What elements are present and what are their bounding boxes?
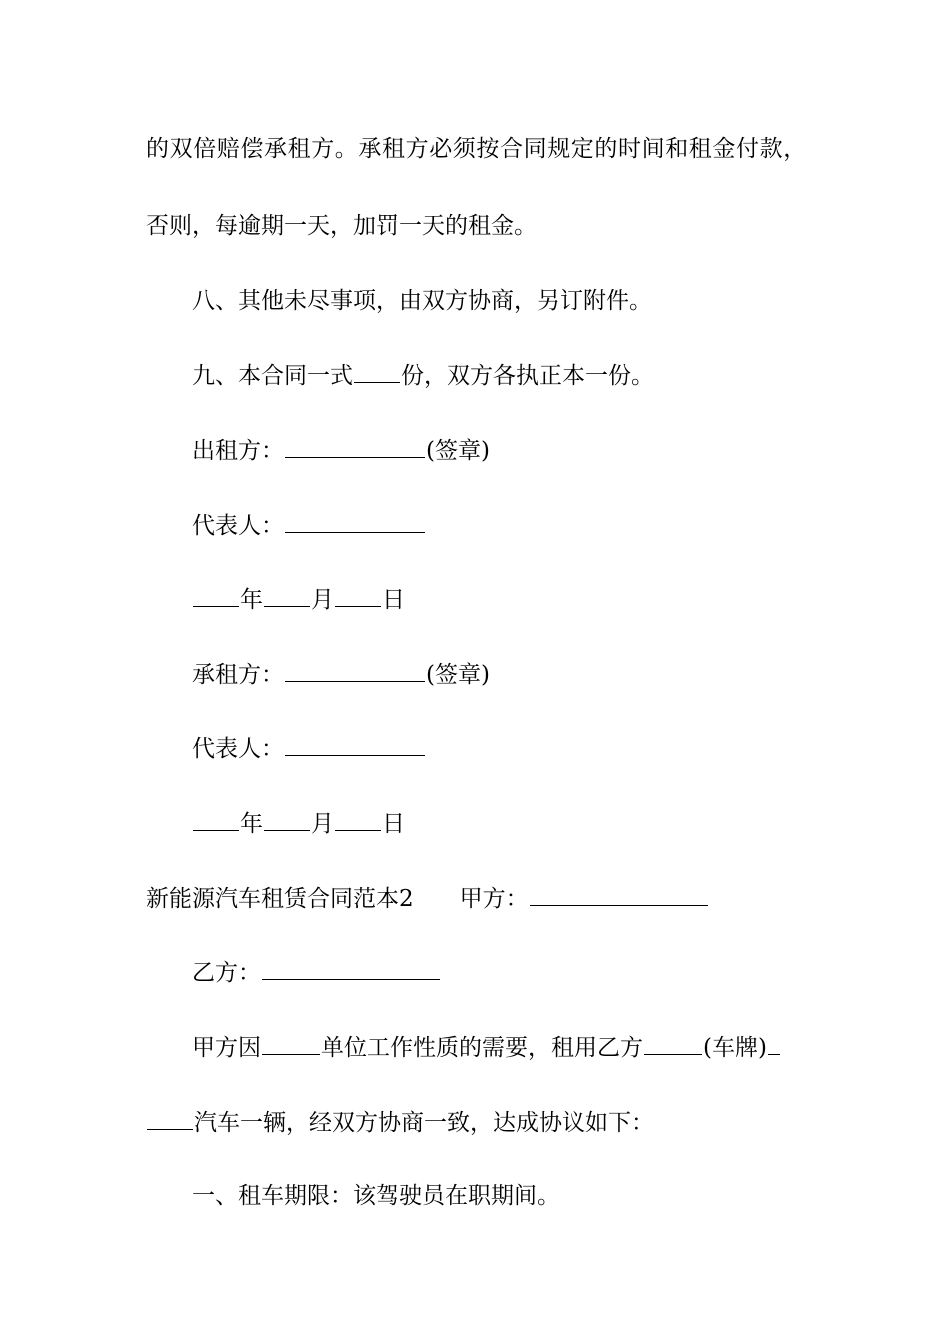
month-blank xyxy=(264,584,310,607)
text-segment: 甲方因 xyxy=(192,1035,261,1061)
day-label: 日 xyxy=(382,587,405,613)
date-line xyxy=(192,584,405,614)
text-segment: 否则，每逾期一天，加罚一天的租金。 xyxy=(146,213,537,239)
text-segment: 八、其他未尽事项，由双方协商，另订附件。 xyxy=(192,288,652,314)
party-b-line xyxy=(192,957,441,987)
party-a-label: 甲方： xyxy=(459,886,529,912)
day-blank xyxy=(335,808,381,831)
text-segment: 份，双方各执正本一份。 xyxy=(401,363,654,389)
lessee-blank xyxy=(285,659,425,682)
plate-blank xyxy=(644,1032,702,1055)
lessee-signature-line xyxy=(192,659,490,689)
month-label: 月 xyxy=(311,811,334,837)
plate-label: (车牌) xyxy=(703,1035,767,1061)
party-b-label: 乙方： xyxy=(192,960,261,986)
vehicle-blank xyxy=(768,1032,780,1055)
year-label: 年 xyxy=(240,811,263,837)
seal-label: (签章) xyxy=(426,438,490,464)
representative-label: 代表人： xyxy=(192,736,284,762)
party-b-blank xyxy=(262,957,440,980)
clause-one xyxy=(192,1181,560,1211)
seal-label: (签章) xyxy=(426,662,490,688)
month-blank xyxy=(264,808,310,831)
text-segment: 的双倍赔偿承租方。承租方必须按合同规定的时间和租金付款， xyxy=(146,136,807,162)
vehicle-blank xyxy=(147,1107,193,1130)
text-segment: 单位工作性质的需要，租用乙方 xyxy=(321,1035,643,1061)
unit-blank xyxy=(262,1032,320,1055)
clause-nine xyxy=(192,360,654,390)
reason-line xyxy=(192,1032,781,1062)
representative-blank xyxy=(285,510,425,533)
contract-title: 新能源汽车租赁合同范本2 xyxy=(146,886,414,912)
representative-line xyxy=(192,510,426,540)
text-segment: 汽车一辆，经双方协商一致，达成协议如下： xyxy=(194,1110,654,1136)
lessor-label: 出租方： xyxy=(192,438,284,464)
month-label: 月 xyxy=(311,587,334,613)
representative-label: 代表人： xyxy=(192,513,284,539)
reason-line-continued xyxy=(146,1107,654,1137)
day-blank xyxy=(335,584,381,607)
text-line xyxy=(146,211,537,241)
year-label: 年 xyxy=(240,587,263,613)
date-line xyxy=(192,808,405,838)
clause-eight xyxy=(192,286,652,316)
representative-blank xyxy=(285,733,425,756)
party-a-blank xyxy=(530,883,708,906)
copies-blank xyxy=(354,360,400,383)
lessee-label: 承租方： xyxy=(192,662,284,688)
year-blank xyxy=(193,584,239,607)
representative-line xyxy=(192,733,426,763)
lessor-signature-line xyxy=(192,435,490,465)
lessor-blank xyxy=(285,435,425,458)
text-segment: 九、本合同一式 xyxy=(192,363,353,389)
text-segment: 一、租车期限：该驾驶员在职期间。 xyxy=(192,1183,560,1209)
day-label: 日 xyxy=(382,811,405,837)
contract-title-line xyxy=(146,883,709,913)
year-blank xyxy=(193,808,239,831)
text-line xyxy=(146,134,826,164)
